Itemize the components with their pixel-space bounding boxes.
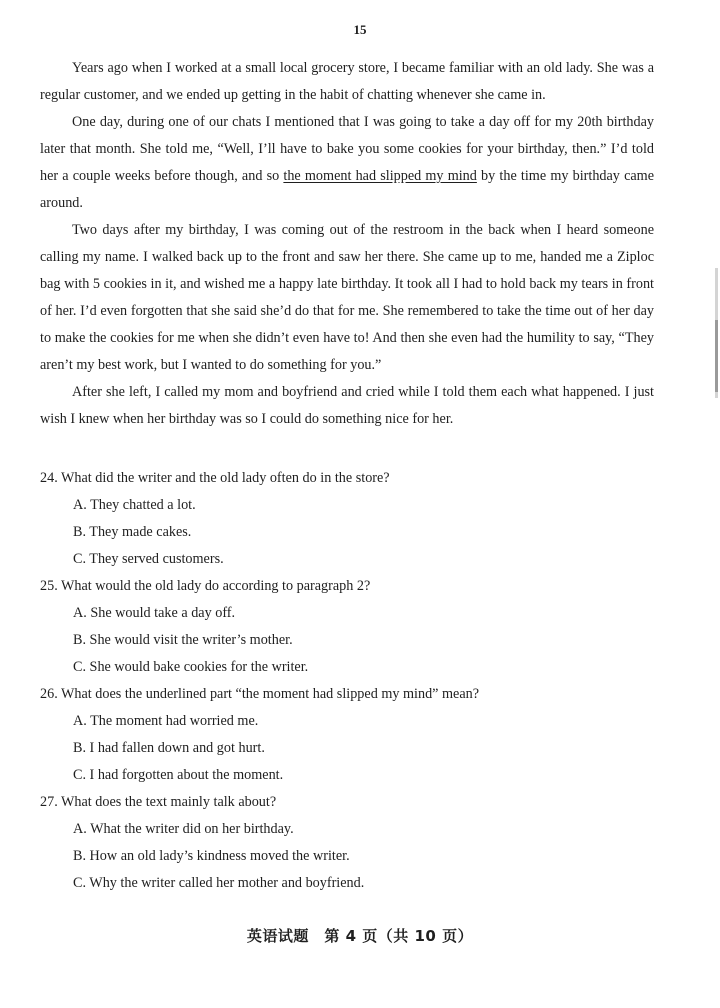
question-list [40, 465, 660, 897]
option-c: C. Why the writer called her mother and boyfriend. [73, 875, 365, 891]
option-b: B. She would visit the writer’s mother. [73, 632, 293, 648]
question-25 [40, 573, 660, 681]
question-26 [40, 681, 660, 789]
option-a: A. They chatted a lot. [73, 497, 196, 513]
option-a: A. What the writer did on her birthday. [73, 821, 294, 837]
option-b: B. How an old lady’s kindness moved the writer. [73, 848, 350, 864]
question-24 [40, 465, 660, 573]
option-c: C. They served customers. [73, 551, 224, 567]
question-27 [40, 789, 660, 897]
page-footer: 英语试题 第 4 页（共 10 页） [246, 927, 474, 945]
question-stem: 26. What does the underlined part “the moment had slipped my mind” mean? [40, 686, 480, 702]
passage-paragraph-2: One day, during one of our chats I mentioned that I was going to take a day off for my 20th birthday later that month. She told me, “Well, I’ll have to bake you some cookies for your birthday, then.” I’d told her a couple weeks before though, and so the moment had slipped my mind by the time my birthday came around. [40, 114, 655, 211]
option-b: B. They made cakes. [73, 524, 192, 540]
option-a: A. She would take a day off. [73, 605, 236, 621]
question-stem: 25. What would the old lady do according to paragraph 2? [40, 578, 371, 594]
passage-paragraph-1: Years ago when I worked at a small local grocery store, I became familiar with an old lady. She was a regular customer, and we ended up getting in the habit of chatting whenever she came in. [40, 60, 654, 103]
option-b: B. I had fallen down and got hurt. [73, 740, 265, 756]
passage-paragraph-3: Two days after my birthday, I was coming out of the restroom in the back when I heard someone calling my name. I walked back up to the front and saw her there. She came up to me, handed me a Ziploc bag with 5 cookies in it, and wished me a happy late birthday. It took all I had to hold back my tears in front of her. I’d even forgotten that she said she’d do that for me. She remembered to take the time out of her day to make the cookies for me when she didn’t even have to! And then she even had the humility to say, “They aren’t my best work, but I wanted to do something for you.” [40, 222, 654, 373]
option-a: A. The moment had worried me. [73, 713, 259, 729]
question-stem: 27. What does the text mainly talk about? [40, 794, 277, 810]
reading-passage [40, 55, 654, 433]
underlined-phrase: the moment had slipped my mind [283, 168, 477, 184]
passage-paragraph-4: After she left, I called my mom and boyfriend and cried while I told them each what happened. I just wish I knew when her birthday was so I could do something nice for her. [40, 384, 654, 427]
option-c: C. I had forgotten about the moment. [73, 767, 284, 783]
question-stem: 24. What did the writer and the old lady often do in the store? [40, 470, 390, 486]
scrollbar-thumb[interactable] [715, 320, 718, 392]
option-c: C. She would bake cookies for the writer. [73, 659, 309, 675]
page-mark: 15 [353, 22, 367, 37]
